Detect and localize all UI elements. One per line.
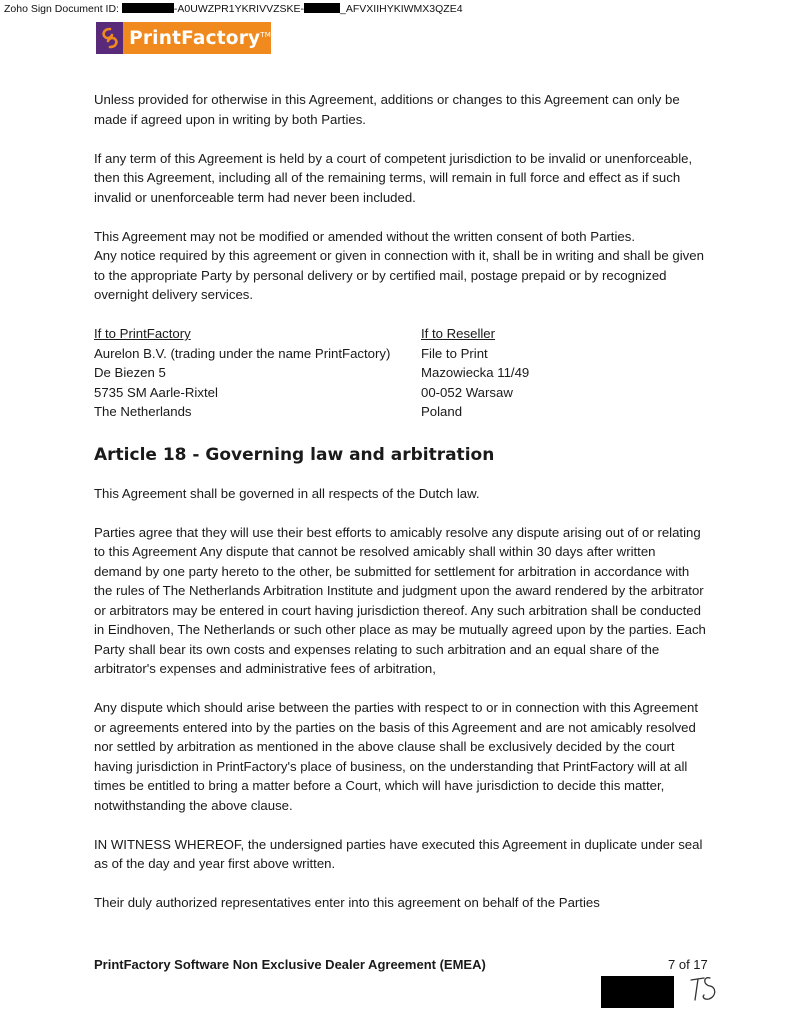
document-id-part: -A0UWZPR1YKRIVVZSKE- xyxy=(173,3,305,15)
address-reseller xyxy=(421,324,706,422)
paragraph: IN WITNESS WHEREOF, the undersigned parties have executed this Agreement in duplicate under seal as of the day and year first above written. xyxy=(94,836,703,871)
logo-trademark: TM xyxy=(260,30,271,39)
paragraph: This Agreement shall be governed in all respects of the Dutch law. xyxy=(94,485,480,501)
address-line: Mazowiecka 11/49 xyxy=(421,365,530,380)
printfactory-swirl-icon xyxy=(96,22,123,54)
logo-text: PrintFactory xyxy=(129,27,261,49)
paragraph: Any dispute which should arise between the parties with respect to or in connection with this Agreement or agreements entered into by the parties on the basis of this Agreement and are not amicably resolved nor settled by arbitration as mentioned in the above clause shall be exclusively decided by the court having jurisdiction in PrintFactory's place of business, on the understanding that PrintFactory will at all times be entitled to bring a matter before a Court, which will have jurisdiction to decide this matter, notwithstanding the above clause. xyxy=(94,700,699,813)
article-heading: Article 18 - Governing law and arbitration xyxy=(94,444,495,465)
document-id-label: Zoho Sign Document ID: xyxy=(4,3,119,15)
address-line: The Netherlands xyxy=(94,404,192,419)
address-block xyxy=(94,324,706,422)
redaction-bar xyxy=(122,3,174,13)
page-number: 7 of 17 xyxy=(668,957,708,972)
redaction-box xyxy=(601,976,674,1008)
document-id-line xyxy=(4,3,463,15)
address-line: File to Print xyxy=(421,345,488,361)
address-heading: If to PrintFactory xyxy=(94,326,191,341)
paragraph xyxy=(94,227,706,305)
paragraph-line: This Agreement may not be modified or amended without the written consent of both Parties. xyxy=(94,228,635,244)
address-line: Poland xyxy=(421,404,463,419)
document-body xyxy=(94,90,706,932)
paragraph: If any term of this Agreement is held by a court of competent jurisdiction to be invalid or unenforceable, then this Agreement, including all of the remaining terms, will remain in full force and effect as if such invalid or unenforceable term had never been included. xyxy=(94,150,693,205)
document-id-part: _AFVXIIHYKIWMX3QZE4 xyxy=(340,3,463,15)
logo-wordmark xyxy=(129,28,271,49)
address-heading: If to Reseller xyxy=(421,326,496,341)
address-line: Aurelon B.V. (trading under the name PrintFactory) xyxy=(94,345,391,361)
paragraph-line: Any notice required by this agreement or given in connection with it, shall be in writing and shall be given to the appropriate Party by personal delivery or by certified mail, postage prepaid or by recognized overnight delivery services. xyxy=(94,248,704,302)
printfactory-logo xyxy=(96,22,271,54)
paragraph: Unless provided for otherwise in this Agreement, additions or changes to this Agreement can only be made if agreed upon in writing by both Parties. xyxy=(94,92,680,127)
address-line: De Biezen 5 xyxy=(94,365,166,380)
address-line: 5735 SM Aarle-Rixtel xyxy=(94,384,218,400)
initials-signature xyxy=(688,972,722,1006)
paragraph: Their duly authorized representatives enter into this agreement on behalf of the Parties xyxy=(94,895,600,910)
address-printfactory xyxy=(94,324,421,422)
footer-title: PrintFactory Software Non Exclusive Dealer Agreement (EMEA) xyxy=(94,957,486,972)
redaction-bar xyxy=(304,3,340,13)
paragraph: Parties agree that they will use their best efforts to amicably resolve any dispute arising out of or relating to this Agreement Any dispute that cannot be resolved amicably shall within 30 days after written demand by one party hereto to the other, be submitted for settlement for arbitration in accordance with the rules of The Netherlands Arbitration Institute and judgment upon the award rendered by the arbitrator or arbitrators may be entered in court having jurisdiction thereof. Any such arbitration shall be conducted in Eindhoven, The Netherlands or such other place as may be mutually agreed upon by the parties. Each Party shall bear its own costs and expenses relating to such arbitration and an equal share of the arbitrator's expenses and administrative fees of arbitration, xyxy=(94,524,706,676)
address-line: 00-052 Warsaw xyxy=(421,384,513,400)
